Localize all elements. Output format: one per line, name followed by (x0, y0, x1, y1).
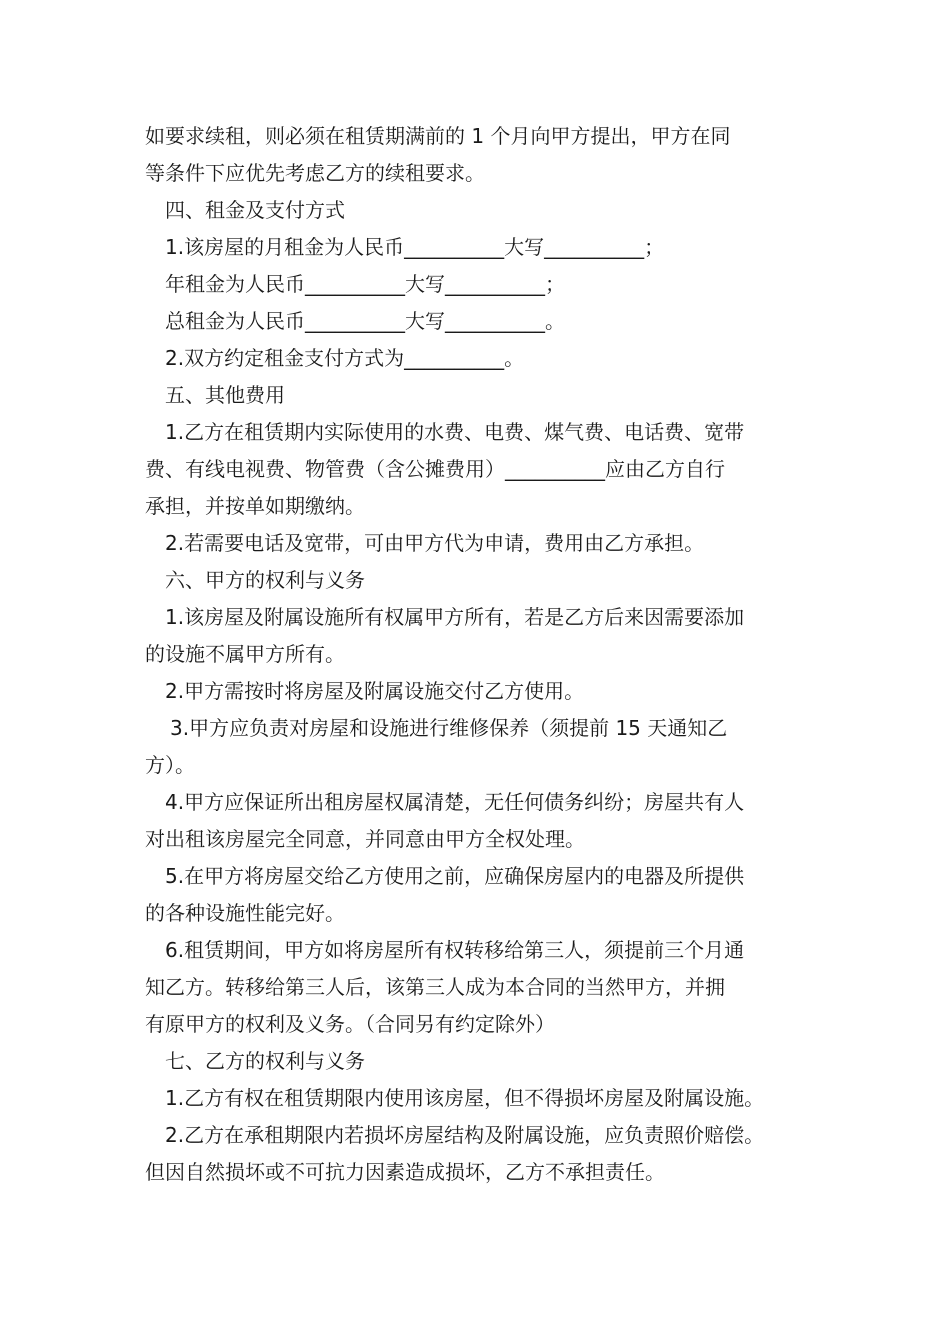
paragraph-line: 2.双方约定租金支付方式为__________。 (165, 346, 525, 370)
paragraph-line: 方）。 (145, 753, 195, 777)
paragraph-line: 费、有线电视费、物管费（含公摊费用）__________应由乙方自行 (145, 457, 725, 481)
paragraph-line: 6.租赁期间，甲方如将房屋所有权转移给第三人，须提前三个月通 (165, 938, 745, 962)
paragraph-line: 有原甲方的权利及义务。（合同另有约定除外） (145, 1012, 555, 1036)
section-heading: 四、租金及支付方式 (165, 198, 345, 222)
paragraph-line: 5.在甲方将房屋交给乙方使用之前，应确保房屋内的电器及所提供 (165, 864, 745, 888)
paragraph-line: 等条件下应优先考虑乙方的续租要求。 (145, 161, 485, 185)
paragraph-line: 1.乙方有权在租赁期限内使用该房屋，但不得损坏房屋及附属设施。 (165, 1086, 765, 1110)
paragraph-line: 的设施不属甲方所有。 (145, 642, 345, 666)
paragraph-line: 对出租该房屋完全同意，并同意由甲方全权处理。 (145, 827, 585, 851)
paragraph-line: 3.甲方应负责对房屋和设施进行维修保养（须提前 15 天通知乙 (170, 716, 728, 740)
document-body (145, 118, 825, 1191)
section-heading: 六、甲方的权利与义务 (165, 568, 365, 592)
paragraph-line: 1.该房屋及附属设施所有权属甲方所有，若是乙方后来因需要添加 (165, 605, 745, 629)
paragraph-line: 2.甲方需按时将房屋及附属设施交付乙方使用。 (165, 679, 585, 703)
paragraph-line: 年租金为人民币__________大写__________； (165, 272, 565, 296)
paragraph-line: 如要求续租，则必须在租赁期满前的 1 个月向甲方提出，甲方在同 (145, 124, 731, 148)
paragraph-line: 但因自然损坏或不可抗力因素造成损坏，乙方不承担责任。 (145, 1160, 665, 1184)
paragraph-line: 的各种设施性能完好。 (145, 901, 345, 925)
paragraph-line: 总租金为人民币__________大写__________。 (165, 309, 565, 333)
paragraph-line: 知乙方。转移给第三人后，该第三人成为本合同的当然甲方，并拥 (145, 975, 725, 999)
paragraph-line: 2.乙方在承租期限内若损坏房屋结构及附属设施，应负责照价赔偿。 (165, 1123, 765, 1147)
paragraph-line: 4.甲方应保证所出租房屋权属清楚，无任何债务纠纷；房屋共有人 (165, 790, 745, 814)
paragraph-line: 1.该房屋的月租金为人民币__________大写__________； (165, 235, 665, 259)
paragraph-line: 承担，并按单如期缴纳。 (145, 494, 365, 518)
section-heading: 七、乙方的权利与义务 (165, 1049, 365, 1073)
paragraph-line: 2.若需要电话及宽带，可由甲方代为申请，费用由乙方承担。 (165, 531, 705, 555)
section-heading: 五、其他费用 (165, 383, 285, 407)
paragraph-line: 1.乙方在租赁期内实际使用的水费、电费、煤气费、电话费、宽带 (165, 420, 745, 444)
